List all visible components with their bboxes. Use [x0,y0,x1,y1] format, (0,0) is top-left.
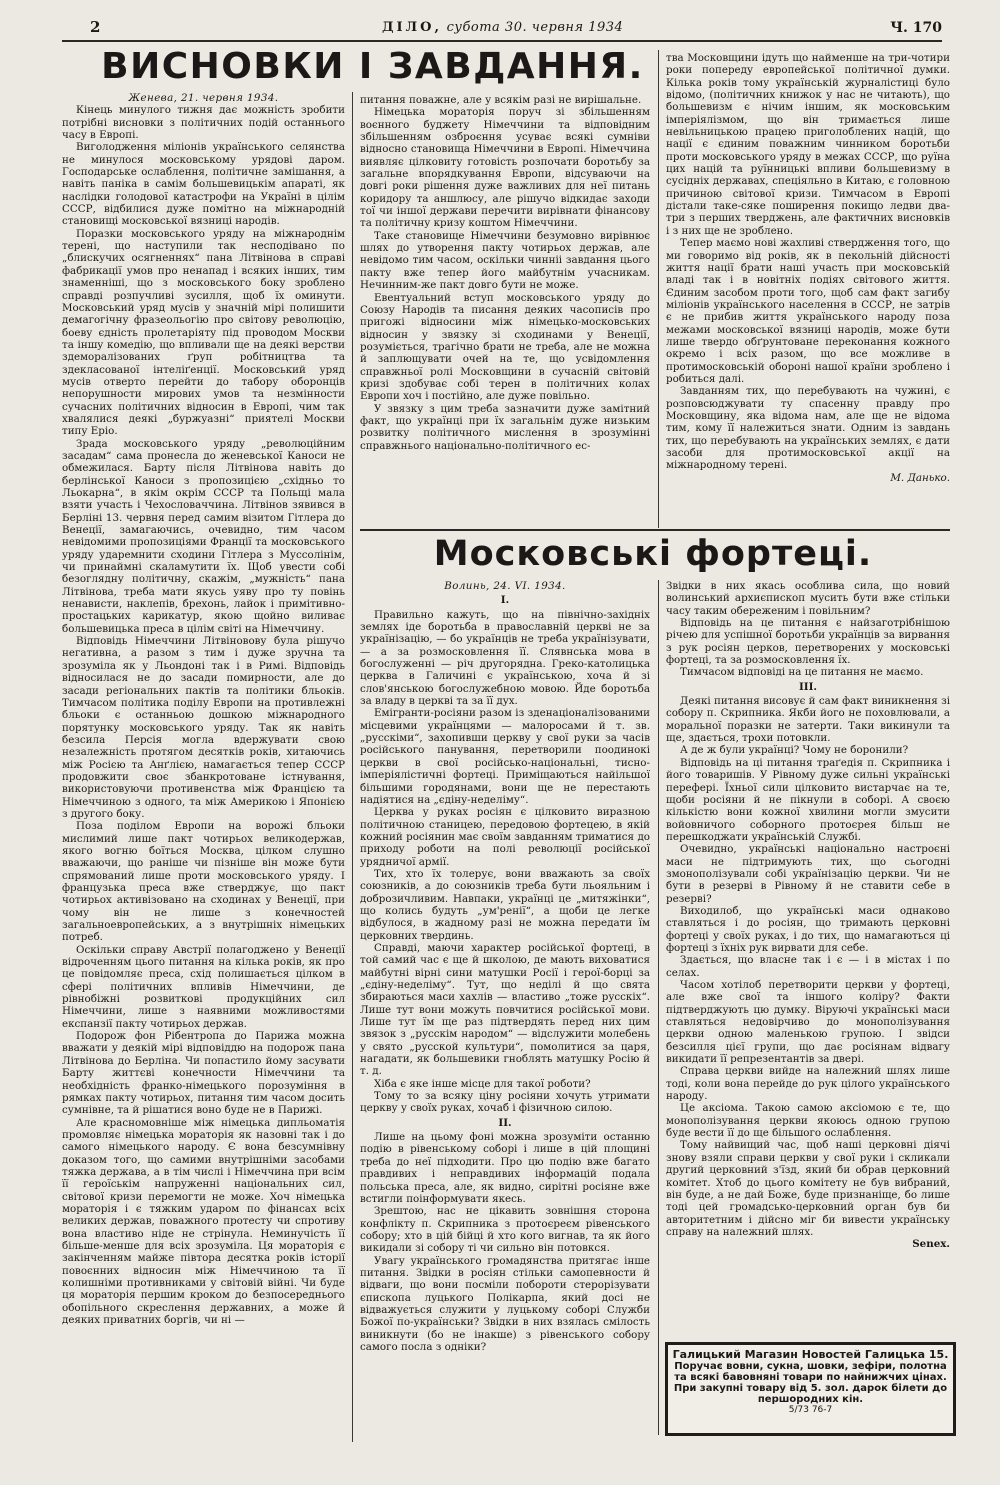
issue-number: Ч. 170 [890,20,942,36]
paragraph: Поразки московського уряду на міжнароднім терені, що наступили так несподівано по „блискучих осягненнях“ пана Літвінова в справі фабрикації умов про ненапад і всяких інших, тим знаменніші, що з московського боку зроблено справді розпучливі зусилля, щоб їх оминути. Московський уряд мусів у значній мірі полишити демагогічну фразеольогію про світову революцію, боеву єдність пролетаріяту під проводом Москви та іншу комедію, що впливали ще на деякі верстви здеморалізованих ґруп робітництва та здекласованої інтеліґенції. Московський уряд мусів отверто перейти до табору оборонців непорушности мирових умов та незмінности сучасних політичних відносин в Европі, чим так хвалялися деякі „буржуазні“ приятелі Москви типу Еріо. [62,227,345,438]
masthead-line [382,20,623,35]
advertisement-box [665,1342,956,1436]
paragraph: Тимчасом відповіді на це питання не маємо. [680,666,924,679]
paragraph: Лише на цьому фоні можна зрозуміти останню подію в рівенському соборі і лише в цій площині треба до неї підходити. Про цю подію вже багато правдивих і неправдивих інформацій подала польська преса, але, як видно, сирітні росіяне вже встигли поінформувати якесь. [360,1131,650,1205]
paragraph: Тих, хто їх толерує, вони вважають за своїх союзників, а до союзників треба бути льояльним і доброзичливим. Навпаки, українці це „митяжінки“, що колись будуть „ум'ренії“, а щоби це легке відбулося, в жадному разі не можна передати їм церковних твердинь. [360,867,650,942]
paragraph: Очевидно, українські національно настроєні маси не підтримують тих, що сьогодні змонополізували собі українізацію церкви. Чи не бути в резерві в Рівному й не ставити себе в резерві? [666,843,950,905]
issue-date: субота 30. червня 1934 [446,20,624,35]
ad-title: Галицький Магазин Новостей Галицька 15. [672,1348,949,1361]
paragraph: Справді, маючи характер російської фортеці, в той самий час є ще й школою, де мають виховатися майбутні вірні сини матушки Росії і герої-борці за „єдіну-неделіму“. Тут, що неділі й що свята збираються маси хахлів — властиво „тоже русскіх“. Лише тут вони можуть повчитися російської мови. Лише тут їм ще раз підтвердять перед них цим звязок з „русскім народом“ — відслужити молебень у свято „русской культури“, помолитися за царя, нагадати, як большевики гноблять матушку Росію й т. д. [360,941,650,1078]
article2-dateline: Волинь, 24. VI. 1934. [444,580,566,592]
paragraph: Увагу українського громадянства притягає інше питання. Звідки в росіян стільки самопевности й відваги, що вони посміли побороти стерорізувати єпископа луцького Полікарпа, який досі не відважується служити у луцькому соборі Служби Божої по-українськи? Звідки в них взялась смілость виникнути (бо не інакше) з рівенського собору самого посла з одніки? [360,1254,650,1353]
author-signature: М. Данько. [890,471,950,484]
header-rule [62,40,942,42]
paragraph: Оскільки справу Австрії полагоджено у Венеції відроченням цього питання на кілька років, як про це повідомляє преса, схід полишається цілком в сфері політичних впливів Німеччини, де рівнобіжні розвиткові продукційних сил Німеччини, лише з наявними можливостями експанзії пакту чотирьох держав. [62,943,345,1030]
paragraph: Це аксіома. Такою самою аксіомою є те, що монополізування церкви якоюсь одною групою буде вести її до ще більшого ослаблення. [666,1102,950,1140]
paragraph: Але красномовніше між німецька дипльоматія промовляє німецька мораторія як назовні так і до самого німецького народу. Є вона безсумнівну доказом того, що самими внутрішніми засобами тяжка держава, а в тім числі і Німеччина при всім її героїськім напруженні національних сил, світової кризи перемогти не може. Хоч німецька мораторія і є тяжким ударом по фінансах всіх великих держав, поважного протесту чи спротиву вона властиво ніде не стрінула. Неминучість її більше-менше для всіх зрозуміла. Ця мораторія є закінченням майже півтора десятка років історії повоєнних відносин між Німеччиною та її колишніми противниками у світовій війні. Чи буде ця мораторія першим кроком до безпосереднього обопільного скреслення державних, а може й деяких приватних боргів, чи ні — [62,1116,345,1327]
paragraph: Відповідь Німеччини Літвіновову була рішучо негативна, а разом з тим і дуже зручна та зрозуміла як у Льондоні так і в Римі. Відповідь відносилася не до засади помирности, але до засади регіональних пактів та політики бльоків. Тимчасом політика поділу Европи на противлежні бльоки є останньою дошкою міжнародного порятунку московського уряду. Так як навіть безсила Персія могла вдержувати свою незалежність протягом десятків років, хитаючись між Росією та Анґлією, намагається тепер СССР продовжити своє збанкротоване істнування, використовуючи противенства між Францією та Німеччиною з одного, та між Америкою і Японією з другого боку. [62,635,345,820]
paragraph: Здається, що власне так і є — і в містах і по селах. [666,954,950,979]
paragraph: тва Московщини ідуть що найменше на три-чотири роки попереду европейської політичної думки. Кілька років тому українській журналістиці було відомо, (політичних книжок у нас не читають), що большевизм є нічим іншим, як московським імперіялізмом, що він тримається лише невільницькою працею приголоблених націй, що нації є єдиним поважним чинником боротьби проти московського уряду в межах СССР, що руїна цих націй та руїнницькі впливи большевизму в сусідніх державах, спеціяльно в Китаю, є головною причиною світової кризи. Тимчасом в Европі дістали таке-сяке поширення покищо ледви два-три з перших тверджень, але фактичних висновків і з них ще не зроблено. [666,52,950,237]
paragraph: Евентуальний вступ московського уряду до Союзу Народів та писання деяких часописів про пригожі відносини між німецько-московських відносин у звязку зі сходинами у Венеції, розуміється, трагічно брати не треба, але не можна й заплющувати очей на те, що усвідомлення справжньої ролі Московщини в сучасній світовій кризі здобуває собі терен в політичних колах Европи хоч і постійно, але дуже повільно. [360,291,650,403]
section-marker: I. [500,594,510,607]
paper-name: ДІЛО, [382,20,442,35]
paragraph: Емігранти-росіяни разом із зденаціоналізованими місцевими українцями — малоросами й т. зв. „русскіми“, захопивши церкву у свої руки за часів російського панування, перетворили поодинокі церкви в свої російсько-національні, тисно-імперіялістичні фортеці. Приміщаються найільшої більшими городянами, вони ще не перестають надіятися на „єдіну-неделіму“. [360,707,650,806]
paragraph: Часом хотілоб перетворити церкви у фортеці, але вже свої та іншого коліру? Факти підтверджують цю думку. Віруючі українські маси ставляться недовірчиво до монополізування церкви одною маленькою групою. І звідси безсилля цієї групи, що дає росіянам відвагу викидати її репрезентантів за двері. [666,979,950,1066]
paragraph: Німецька мораторія поруч зі збільшенням воєнного буджету Німеччини та відповідним збільшенням озброєння усуває всякі сумніви відносно становища Німеччини в Европі. Німеччина виявляє цілковиту готовість розпочати боротьбу за загальне впорядкування Европи, відсуваючи на довгі роки рішення дуже важливих для неї питань коридору та аншлюсу, але рішучо відкидає заходи тої чи іншої держави перечити вирівнати фінансову та політичну кризу коштом Німеччини. [360,106,650,230]
article1-column-2 [360,94,650,526]
section-marker: III. [798,680,818,693]
paragraph: У звязку з цим треба зазначити дуже замітний факт, що українці при їх загальнім дуже низьким розвитку політичного мислення в зрозумінні справжнього національно-політичного ес- [360,402,650,452]
article1-dateline: Женева, 21. червня 1934. [128,92,279,104]
article2-column-1 [360,580,650,1435]
page-number: 2 [90,18,101,36]
section-marker: II. [498,1116,512,1129]
paragraph: Деякі питання висовує й сам факт виникнення зі собору п. Скрипника. Якби його не поховлювали, а моральної поразки не затерти. Таки викинули та ще, здається, трохи потовкли. [666,695,950,745]
paragraph: Кінець минулого тижня дає можність зробити потрібні висновки з політичних подій останнього часу в Европі. [62,104,345,142]
paragraph: Відповідь на це питання є найзаготрібнішою річею для успішної боротьби українців за вирвання з рук росіян церков, перетворених у московські фортеці, та за розмосковлення їх. [666,617,950,667]
column-divider [658,580,659,1435]
page-header [62,18,942,40]
paragraph: Зрада московського уряду „революційним засадам“ сама пронесла до женевської Каноси не обмежилася. Барту після Літвінова навіть до берлінської Каноси з пропозицією „східньо то Льокарна“, в якім окрім СССР та Польщі мала взяти участь і Чехословаччина. Літвінов зявився в Берліні 13. червня перед самим візитом Гітлера до Венеції, замагаючись, очевидно, тим часом невідомими пропозиціями Франції та московського уряду ударемнити сходини Гітлера з Муссолінім, чи принаймні скаламутити їх. Щоб увести собі безоглядну політичну, скажім, „мужність“ пана Літвінова, треба мати якусь уяву про ту повінь ненависти, наклепів, брехонь, лайок і примітивно-простацьких карикатур, якою щойно виливає большевицька преса в цілім світі на Німеччину. [62,437,345,635]
paragraph: Хіба є яке інше місце для такої роботи? [374,1077,591,1090]
article1-column-3 [666,52,950,532]
article2-column-2 [666,580,950,1335]
paragraph: Тому то за всяку ціну росіяни хочуть утримати церкву у своїх руках, хочаб і фізичною силою. [360,1090,650,1115]
paragraph: Тому найвищий час, щоб наші церковні діячі знову взяли справи церкви у свої руки і скликали другий церковний з'їзд, який би обрав церковний комітет. Хтоб до цього комітету не був вибраний, він буде, а не дай Боже, буде признаніще, бо лише тоді цей громадсько-церковний орган був би авторитетним і дійсно міг би вивести українську справу на належний шлях. [666,1139,950,1238]
paragraph: Правильно кажуть, що на північно-західніх землях іде боротьба в православній церкві не за українізацію, — бо українців не треба українізувати, — а за розмосковлення її. Слявнська мова в богослуженні — річ другорядна. Греко-католицька церква в Галичині є українською, хоча й зі слов'янською богослужебною мовою. Йде боротьба за владу в церкві та за її дух. [360,608,650,708]
paragraph: Подорож фон Рібентропа до Парижа можна вважати у деякій мірі відповіддю на подорож пана Літвінова до Берліна. Чи попастило йому засувати Барту життєві конечности Німеччини та необхідність франко-німецького порозуміння в рямках пакту чотирьох, питання тим часом досить сумнівне, та й рішатися воно буде не в Парижі. [62,1030,345,1117]
ad-code: 5/73 76-7 [788,1405,833,1415]
article-separator [360,529,950,531]
article1-column-1 [62,92,345,1442]
ad-body: Поручає вовни, сукна, шовки, зефіри, полотна та всякі бавовняні товари по найнижчих цінах. При закупні товару від 5. зол. дарок білети до першородних кін. [673,1361,948,1405]
article2-title: Московські фортеці. [433,534,873,574]
column-divider [658,50,659,528]
column-divider [352,92,353,1442]
paragraph: Таке становище Німеччини безумовно вирівнює шлях до утворення пакту чотирьох держав, але невідомо тим часом, оскільки чинніі завдання цього пакту вже тепер його майбутнім учасникам. Нечинним-же пакт довго бути не може. [360,229,650,292]
paragraph: А де ж були українці? Чому не боронили? [680,744,909,757]
paragraph: Відповідь на ці питання траґедія п. Скрипника і його товаришів. У Рівному дуже сильні українські перефері. Їхньої сили цілковито вистарчає на те, щоби росіяни й не пікнули в соборі. А своєю кількістю вони кожної хвилини могли змусити войовничого соборного протоєрея більш не перешкоджати українській Службі. [666,756,950,843]
author-signature: Senex. [912,1238,950,1251]
paragraph: Поза поділом Европи на ворожі бльоки мислимий лише пакт чотирьох великодержав, якого вогню боїться Москва, цілком слушно вважаючи, що раніше чи пізніше він можe бути спрямований лише проти московського уряду. І французька преса вже стверджує, що пакт чотирьох активізовано на сходинах у Венеції, при чому він не лише з конечностей загальноевропейських, а з внутрішніх німецьких потреб. [62,820,345,944]
paragraph: питання поважне, але у всякім разі не вирішальне. [360,94,642,106]
paragraph: Виходилоб, що українські маси однаково ставляться і до росіян, що тримають церковні фортеці у своїх руках, і до тих, що намагаються ці фортеці з їхніх рук вирвати для себе. [666,904,950,954]
paragraph: Звідки в них якась особлива сила, що новий волинський архиєпископ мусить бути вже стільки часу таким обереженим і повільним? [666,580,950,617]
article1-title: ВИСНОВКИ І ЗАВДАННЯ. [101,46,644,87]
paragraph: Виголодження міліонів українського селянства не минулося московському урядові даром. Господарське ослаблення, політичне замішання, а навіть паніка в самім большевицькім апараті, як наслідки голодової катастрофи на Україні в цілім СССР, відбилися дуже помітно на міжнародній становищі московської вязниці народів. [62,141,345,228]
paragraph: Церква у руках росіян є цілковито виразною політичною станицею, передовою фортецею, в якій кожний росіянин має своїм завданням триматися до приходу роботи на полі революції російської урядничої армії. [360,806,650,868]
paragraph: Зрештою, нас не цікавить зовнішня сторона конфлікту п. Скрипника з протоєреєм рівенського собору; хто в цій бійці й хто кого вигнав, та як його викидали зі собору ті чи сильно він потовкся. [360,1205,650,1255]
paragraph: Справа церкви вийде на належний шлях лише тоді, коли вона перейде до рук цілого українського народу. [666,1065,950,1103]
paragraph: Завданням тих, що перебувають на чужині, є розповсюджувати ту спасенну правду про Московщину, яка відома нам, але ще не відома тим, кому її належиться знати. Одним із завдань тих, що перебувають на українських землях, є дати засоби для протимосковської акції на міжнародному терені. [666,385,950,472]
paragraph: Тепер маємо нові жахливі ствердження того, що ми говоримо від років, як в пекольній дійсності життя нації брати наші участь при московській владі так і в новітніх подіях світового життя. Єдиним засобом проти того, щоб сам факт загибу міліонів українського населення в СССР, не затрів є не прибив життя українського народу поза межами московської вязниці народів, може бути лише твердо обґрунтоване переконання кожного окремо і всіх разом, що все можливе в протимосковській обороні нашої країни зроблено і робиться далі. [666,237,950,385]
